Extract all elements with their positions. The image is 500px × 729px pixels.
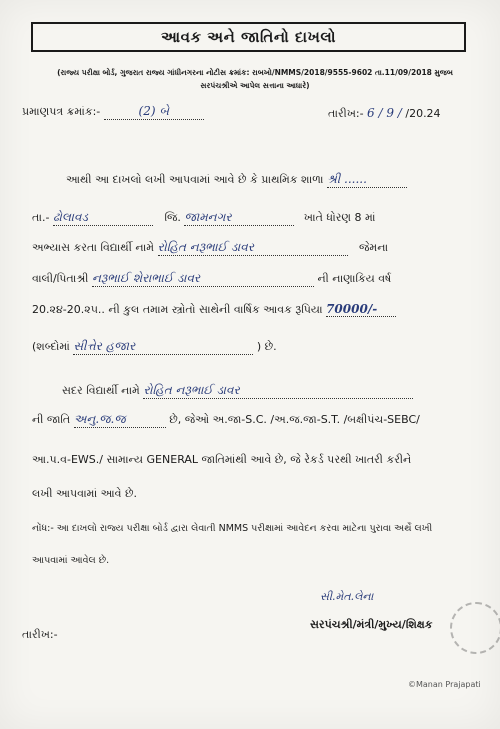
income-text: 20.૨૪-20.૨૫.. ની કુલ તમામ સ્ત્રોતો સાથેની વાર્ષિક આવક રૂપિયા <box>32 303 323 316</box>
certificate-subtitle <box>40 66 470 92</box>
school-name: શ્રી ...... <box>327 172 407 188</box>
student-name: રોહિત નરૂભાઈ ડાવર <box>158 240 348 256</box>
guardian-name: નરૂભાઈ શેરાભાઈ ડાવર <box>92 271 314 287</box>
certificate-title: આવક અને જાતિનો દાખલો <box>31 22 466 52</box>
paragraph-line-6 <box>32 339 277 355</box>
taluka-label: તા.- <box>32 211 50 224</box>
certificate-number-value: (2) બે <box>138 104 169 118</box>
words-end: ) છે. <box>256 340 277 353</box>
paragraph-line-10: લખી આપવામાં આવે છે. <box>32 487 137 500</box>
student-label-2: સદર વિદ્યાર્થી નામે <box>62 384 140 397</box>
taluka-value: ઢોલાવડ <box>53 210 153 226</box>
paragraph-line-9: આ.પ.વ-EWS./ સામાન્ય GENERAL જાતિમાંથી આવે છે, જે રેકર્ડ પરથી ખાતરી કરીને <box>32 453 412 466</box>
paragraph-line-4 <box>32 271 391 287</box>
caste-label: ની જાતિ <box>32 413 71 426</box>
subtitle-line-1: (રાજ્ય પરીક્ષા બોર્ડ, ગુજરાત રાજ્ય ગાંધીનગરના નોટીસ ક્રમાંક: રાબખો/NMMS/2018/9555-9602 તા.11/09/2018 મુજબ <box>57 68 453 77</box>
watermark-text: ©Manan Prajapati <box>408 680 481 689</box>
date-value: 6 / 9 / <box>367 106 402 120</box>
signature-label: સરપંચશ્રી/મંત્રી/મુખ્ય/શિક્ષક <box>310 618 433 631</box>
income-value: 70000/- <box>326 302 396 317</box>
certificate-number-label: પ્રમાણપત્ર ક્રમાંક:- <box>22 105 101 118</box>
paragraph-line-1 <box>66 172 407 188</box>
words-label: (શબ્દોમાં <box>32 340 70 353</box>
paragraph-line-8 <box>32 412 420 428</box>
paragraph-line-3 <box>32 240 388 256</box>
subtitle-line-2: સરપંચશ્રીએ આપેલ સત્તાના આધારે) <box>200 81 310 90</box>
stamp-mark <box>450 602 500 654</box>
paragraph-line-2 <box>32 210 375 226</box>
income-in-words: સીત્તેર હજાર <box>73 339 253 355</box>
caste-value: અનુ.જ.જ <box>74 412 166 428</box>
note-line-2: આપવામાં આવેલ છે. <box>32 555 110 566</box>
date-row <box>328 106 441 121</box>
date-year: /20.24 <box>405 107 441 120</box>
para1-text: આથી આ દાખલો લખી આપવામાં આવે છે કે પ્રાથમિક શાળા <box>66 173 324 186</box>
student-name-2: રોહિત નરૂભાઈ ડાવર <box>143 383 413 399</box>
date-label: તારીખ:- <box>328 107 364 120</box>
signature-block <box>300 590 470 650</box>
paragraph-line-5 <box>32 302 396 317</box>
note-line-1: નોંધ:- આ દાખલો રાજ્ય પરીક્ષા બોર્ડ દ્વારા લેવાતી NMMS પરીક્ષામાં આવેદન કરવા માટેના પુરાવા અર્થે લખી <box>32 523 433 534</box>
guardian-label: વાલી/પિતાશ્રી <box>32 272 89 285</box>
paragraph-line-7 <box>62 383 413 399</box>
certificate-number-row <box>22 104 204 120</box>
whose-text: જેમના <box>359 241 389 254</box>
bottom-date-label: તારીખ:- <box>22 628 58 641</box>
handwritten-signature: સી.મેત.લેના <box>320 590 374 603</box>
district-value: જામનગર <box>184 210 294 226</box>
standard-text: ખાતે ધોરણ 8 માં <box>303 211 376 224</box>
category-options: છે, જેઓ અ.જા-S.C. /અ.જ.જા-S.T. /બક્ષીપંચ-SEBC/ <box>169 413 420 426</box>
student-label: અભ્યાસ કરતા વિદ્યાર્થી નામે <box>32 241 155 254</box>
district-label: જિ. <box>164 211 181 224</box>
financial-year-text: ની નાણાકિય વર્ષ <box>317 272 392 285</box>
